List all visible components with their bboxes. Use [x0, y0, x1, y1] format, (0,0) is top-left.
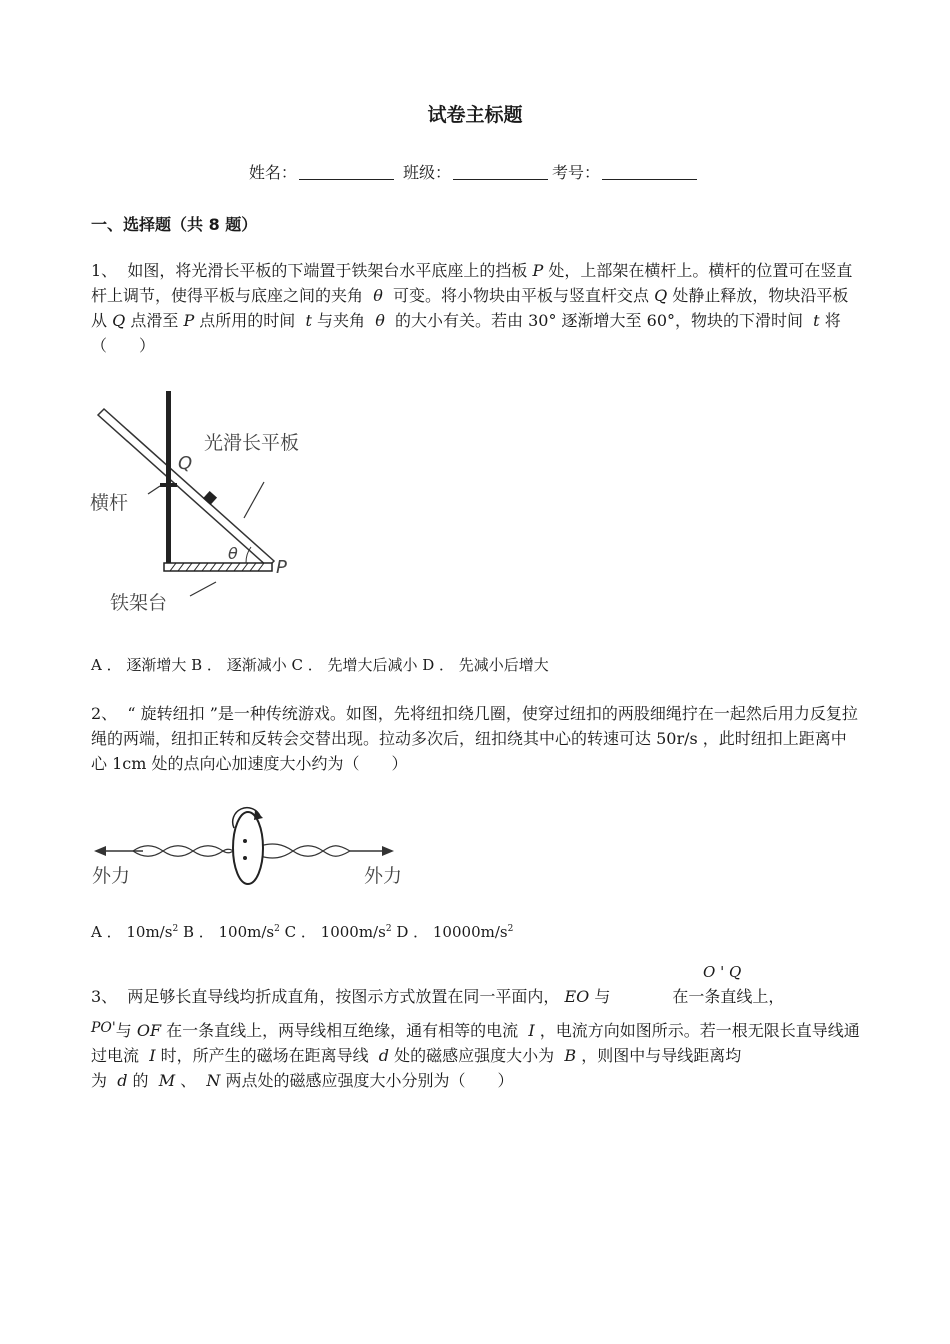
class-blank[interactable]: [453, 163, 548, 180]
question-2: [91, 701, 861, 776]
bar-leader-line: [148, 486, 160, 494]
label-p: P: [276, 557, 287, 578]
q3-var: I: [149, 1046, 156, 1065]
q1-incline-figure: [88, 385, 338, 620]
q2-option-a: A ． 10m/s: [91, 923, 173, 941]
q3-text: 与: [115, 1021, 132, 1040]
q3-var: N: [206, 1071, 221, 1090]
q3-var: OF: [136, 1021, 162, 1040]
q3-var: EO: [564, 987, 590, 1006]
left-arrow-head: [94, 846, 106, 856]
q1-options: A ． 逐渐增大 B ． 逐渐减小 C ． 先增大后减小 D ． 先减小后增大: [91, 656, 549, 674]
label-bar: 横杆: [90, 492, 129, 514]
q3-number: 3、: [91, 987, 118, 1006]
q1-number: 1、: [91, 261, 118, 280]
label-force-left: 外力: [92, 865, 131, 887]
q3-text: 的: [132, 1071, 149, 1090]
q3-var: d: [117, 1071, 128, 1090]
q1-var: t: [813, 311, 820, 330]
label-stand: 铁架台: [110, 592, 168, 614]
stand-leader-line: [190, 582, 216, 596]
q3-text: 两点处的磁感应强度大小分别为（ ）: [225, 1071, 514, 1090]
id-blank[interactable]: [602, 163, 697, 180]
q2-text: “ 旋转纽扣 ”是一种传统游戏。如图，先将纽扣绕几圈，使穿过纽扣的两股细绳拧在一起然后用力反复拉绳的两端，纽扣正转和反转会交替出现。拉动多次后，纽扣绕其中心的转速可达 50r/s ，此时纽扣上距离中心 1cm 处的点向心加速度大小约为（ ）: [91, 704, 858, 773]
q1-var: P: [183, 311, 195, 330]
q1-text: 将（ ）: [91, 311, 841, 355]
student-info-line: [0, 160, 950, 183]
right-arrow-head: [382, 846, 394, 856]
label-force-right: 外力: [364, 865, 403, 887]
q1-var: Q: [654, 286, 668, 305]
q3-var: d: [378, 1046, 390, 1065]
name-blank[interactable]: [299, 163, 394, 180]
question-1: [91, 258, 861, 358]
q3-text: 时，所产生的磁场在距离导线: [160, 1046, 369, 1065]
base-shape: [164, 563, 272, 571]
q3-text: 处的磁感应强度大小为: [394, 1046, 555, 1065]
q3-text: 两足够长直导线均折成直角，按图示方式放置在同一平面内，: [127, 987, 560, 1006]
q2-options: [91, 921, 513, 942]
q3-text: 、: [180, 1071, 197, 1090]
q3-text: ，电流方向如图所示。若一根无限长直导线通过电流: [91, 1021, 860, 1065]
vertical-pole-shape: [166, 391, 171, 567]
class-label: 班级：: [403, 163, 452, 182]
q2-option-d: D ． 10000m/s: [396, 923, 508, 941]
q3-text: 在一条直线上，: [672, 987, 785, 1006]
q3-text: 在一条直线上，两导线相互绝缘，通有相等的电流: [166, 1021, 519, 1040]
q1-text: 如图，将光滑长平板的下端置于铁架台水平底座上的挡板: [127, 261, 528, 280]
q1-text: 处静止释放，物块沿平板从: [91, 286, 849, 330]
button-hole: [243, 856, 247, 860]
q1-var: θ: [373, 286, 383, 305]
label-board: 光滑长平板: [204, 432, 300, 454]
q3-var: M: [158, 1071, 176, 1090]
name-label: 姓名：: [248, 163, 297, 182]
q1-text: 与夹角: [317, 311, 366, 330]
crossbar-shape: [160, 483, 177, 487]
q3-formula-po: PO': [91, 1020, 116, 1036]
page-title: 试卷主标题: [427, 104, 523, 126]
button-shape: [233, 812, 263, 884]
button-hole: [243, 839, 247, 843]
q2-number: 2、: [91, 704, 118, 723]
section-heading: 一、选择题（共 8 题）: [91, 215, 258, 234]
q1-var: t: [305, 311, 312, 330]
q1-var: P: [532, 261, 544, 280]
q2-option-c: C ． 1000m/s: [284, 923, 386, 941]
q1-text: 处，上部架在横杆上。横杆的位置可在竖直杆上调节，使得平板与底座之间的夹角: [91, 261, 853, 305]
q2-option-b: B ． 100m/s: [182, 923, 275, 941]
q1-text: 点滑至: [130, 311, 179, 330]
label-q: Q: [178, 453, 193, 474]
board-leader-line: [244, 482, 264, 518]
q3-text: 与: [594, 987, 611, 1006]
q2-option-exp: 2: [172, 924, 179, 934]
q1-var: θ: [375, 311, 385, 330]
id-label: 考号：: [552, 163, 601, 182]
label-theta: θ: [228, 544, 238, 563]
q1-text: 可变。将小物块由平板与竖直杆交点: [393, 286, 650, 305]
q3-text: ，则图中与导线距离均为: [91, 1046, 742, 1090]
q1-var: Q: [112, 311, 126, 330]
q2-option-exp: 2: [274, 924, 280, 934]
q3-var: B: [564, 1046, 577, 1065]
q3-var: I: [528, 1021, 535, 1040]
q1-text: 的大小有关。若由 30° 逐渐增大至 60°，物块的下滑时间: [395, 311, 803, 330]
q1-text: 点所用的时间: [199, 311, 296, 330]
question-3-body: [91, 1016, 861, 1093]
q2-button-figure: [88, 796, 418, 891]
rotation-arrow-head: [254, 810, 263, 820]
q3-formula-oq: O ' Q: [703, 963, 742, 981]
q2-option-exp: 2: [385, 924, 392, 934]
q2-option-exp: 2: [507, 924, 514, 934]
question-3-line-1: [91, 984, 861, 1009]
